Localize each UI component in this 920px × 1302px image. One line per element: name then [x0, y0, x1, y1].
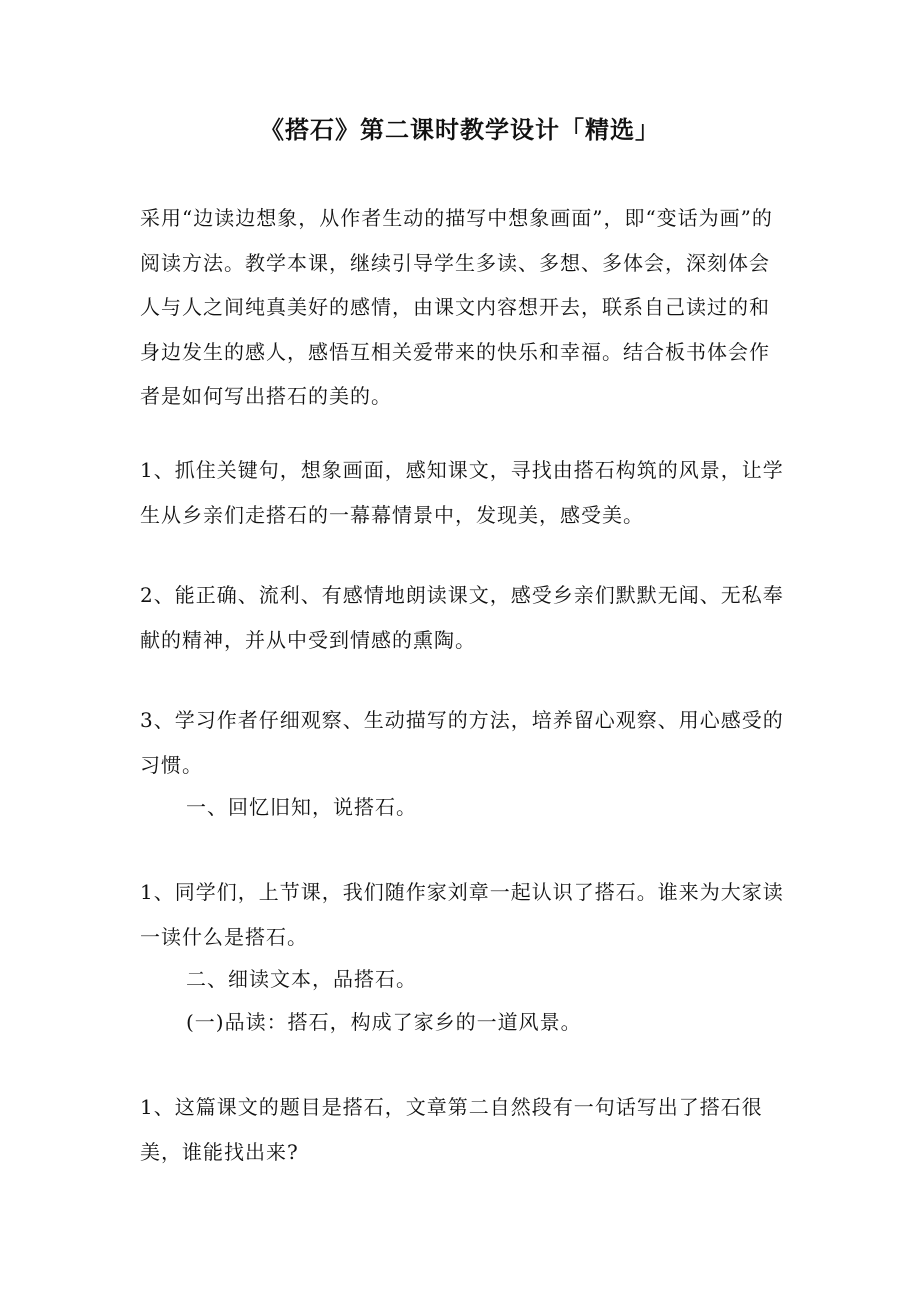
subsection-1-heading: (一)品读：搭石，构成了家乡的一道风景。: [186, 1010, 582, 1034]
step-1-paragraph: 1、同学们，上节课，我们随作家刘章一起认识了搭石。谁来为大家读一读什么是搭石。: [140, 880, 784, 949]
document-title: 《搭石》第二课时教学设计「精选」: [260, 115, 660, 144]
objective-1-paragraph: 1、抓住关键句，想象画面，感知课文，寻找由搭石构筑的风景，让学生从乡亲们走搭石的一幕幕情景中，发现美，感受美。: [140, 458, 784, 527]
question-1-paragraph: 1、这篇课文的题目是搭石，文章第二自然段有一句话写出了搭石很美，谁能找出来?: [140, 1095, 763, 1164]
section-2-heading: 二、细读文本，品搭石。: [186, 967, 417, 991]
intro-paragraph: 采用“边读边想象，从作者生动的描写中想象画面”，即“变话为画”的阅读方法。教学本课，继续引导学生多读、多想、多体会，深刻体会人与人之间纯真美好的感情，由课文内容想开去，联系自己读过的和身边发生的感人，感悟互相关爱带来的快乐和幸福。结合板书体会作者是如何写出搭石的美的。: [140, 206, 773, 408]
objective-2-paragraph: 2、能正确、流利、有感情地朗读课文，感受乡亲们默默无闻、无私奉献的精神，并从中受到情感的熏陶。: [140, 583, 784, 652]
section-1-heading: 一、回忆旧知，说搭石。: [186, 795, 417, 819]
objective-3-paragraph: 3、学习作者仔细观察、生动描写的方法，培养留心观察、用心感受的习惯。: [140, 708, 784, 777]
